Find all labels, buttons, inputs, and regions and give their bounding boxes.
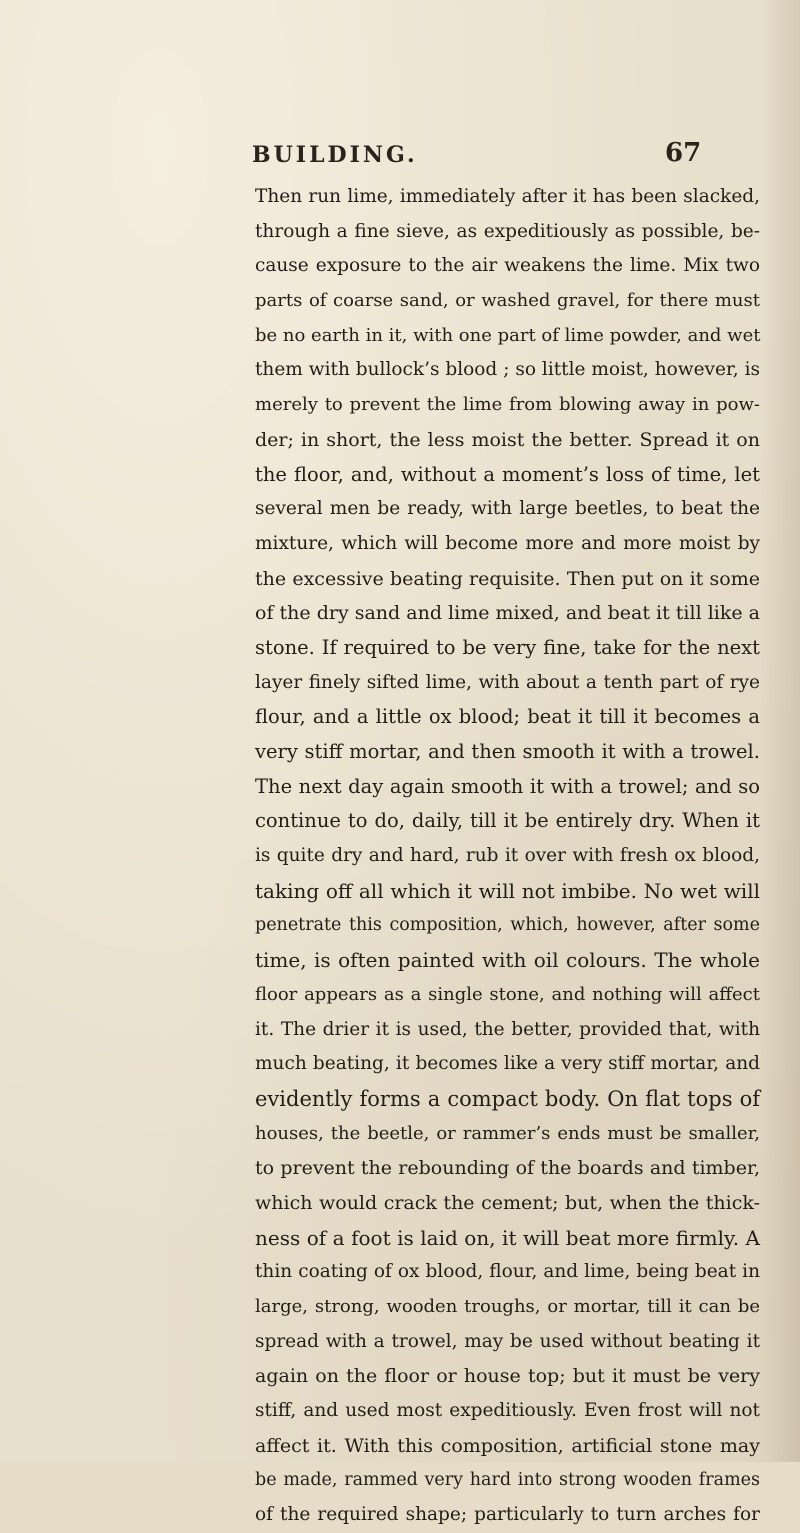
body-text	[255, 180, 760, 1533]
text-line: stone. If required to be very fine, take for the next	[255, 635, 760, 659]
text-line: the floor, and, without a moment’s loss of time, let	[255, 462, 760, 486]
text-line: taking off all which it will not imbibe. No wet will	[255, 878, 760, 903]
text-line: be made, rammed very hard into strong wooden frames	[255, 1470, 760, 1491]
text-line: parts of coarse sand, or washed gravel, for there must	[255, 290, 760, 312]
text-line: Then run lime, immediately after it has been slacked,	[255, 186, 760, 207]
text-line: houses, the beetle, or rammer’s ends must be smaller,	[255, 1122, 760, 1144]
page-header	[0, 136, 800, 176]
text-line: time, is often painted with oil colours. The whole	[255, 948, 760, 973]
text-line: them with bullock’s blood ; so little moist, however, is	[255, 359, 760, 381]
text-line: be no earth in it, with one part of lime powder, and wet	[255, 324, 761, 346]
text-line: cause exposure to the air weakens the lime. Mix two	[255, 255, 760, 277]
text-line: The next day again smooth it with a trowel; and so	[255, 774, 760, 798]
text-line: mixture, which will become more and more moist by	[255, 532, 760, 554]
page-edge-shadow	[760, 0, 800, 1462]
text-line: continue to do, daily, till it be entirely dry. When it	[255, 809, 760, 833]
text-line: is quite dry and hard, rub it over with fresh ox blood,	[255, 845, 760, 867]
text-line: of the required shape; particularly to turn arches for	[255, 1504, 760, 1526]
text-line: flour, and a little ox blood; beat it till it becomes a	[255, 705, 760, 729]
text-line: penetrate this composition, which, however, after some	[255, 915, 760, 936]
running-head: BUILDING.	[252, 142, 418, 168]
text-line: the excessive beating requisite. Then put on it some	[255, 567, 760, 590]
text-line: layer finely sifted lime, with about a tenth part of rye	[255, 671, 760, 693]
text-line: evidently forms a compact body. On flat tops of	[255, 1086, 760, 1111]
text-line: again on the floor or house top; but it must be very	[255, 1365, 760, 1388]
text-line: of the dry sand and lime mixed, and beat it till like a	[255, 602, 760, 625]
text-line: very stiff mortar, and then smooth it with a trowel.	[255, 740, 760, 763]
text-line: through a fine sieve, as expeditiously as possible, be-	[255, 220, 760, 242]
text-line: ness of a foot is laid on, it will beat more firmly. A	[255, 1225, 760, 1250]
text-line: floor appears as a single stone, and nothing will affect	[255, 983, 760, 1005]
text-line: much beating, it becomes like a very stiff mortar, and	[255, 1053, 760, 1075]
text-line: which would crack the cement; but, when the thick-	[255, 1191, 760, 1214]
text-line: affect it. With this composition, artificial stone may	[255, 1434, 760, 1457]
text-line: to prevent the rebounding of the boards and timber,	[255, 1157, 760, 1180]
text-line: der; in short, the less moist the better. Spread it on	[255, 428, 760, 451]
text-line: merely to prevent the lime from blowing away in pow-	[255, 394, 760, 416]
text-line: stiff, and used most expeditiously. Even frost will not	[255, 1400, 760, 1422]
page-number: 67	[665, 138, 702, 168]
text-line: thin coating of ox blood, flour, and lime, being beat in	[255, 1261, 760, 1283]
text-line: spread with a trowel, may be used without beating it	[255, 1330, 760, 1352]
text-line: large, strong, wooden troughs, or mortar, till it can be	[255, 1296, 760, 1317]
text-line: it. The drier it is used, the better, provided that, with	[255, 1018, 760, 1040]
text-line: several men be ready, with large beetles, to beat the	[255, 498, 760, 520]
